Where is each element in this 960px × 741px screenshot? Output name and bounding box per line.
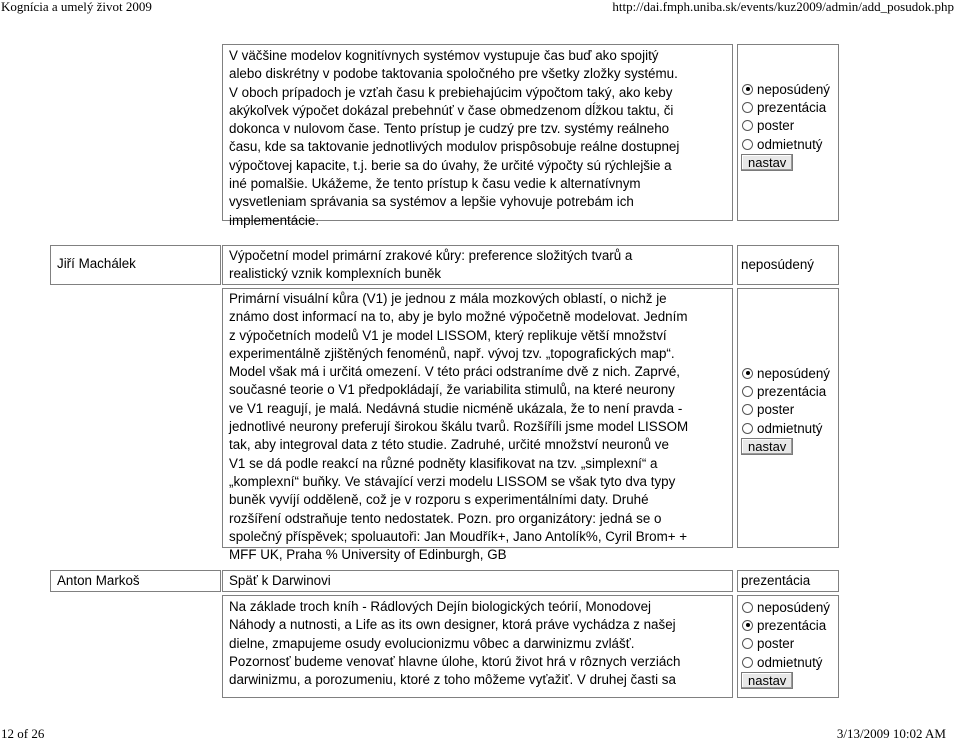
abstract-line: dokonca v nulovom čase. Tento prístup je cudzý pre tzv. systémy reálneho (229, 121, 670, 137)
abstract-text (229, 598, 680, 689)
radio-label: prezentácia (757, 383, 827, 399)
radio-button[interactable] (742, 602, 753, 613)
abstract-line: Model však má i určitá omezení. V této práci odstraníme dvě z nich. Zaprvé, (229, 364, 681, 380)
abstract-line: MFF UK, Praha % University of Edinburgh, GB (229, 547, 507, 563)
abstract-line: ve V1 reagují, je malá. Nedávná studie nicméně ukázala, že to není pravda - (229, 400, 683, 416)
abstract-line: tak, aby integroval data z této studie. Zadruhé, určité množství neuronů ve (229, 437, 669, 453)
review-radio-group (741, 598, 830, 690)
abstract-line: implementácie. (229, 212, 320, 228)
abstract-line: V väčšine modelov kognitívnych systémov vystupuje čas buď ako spojitý (229, 48, 659, 63)
review-radio-group (741, 364, 830, 456)
set-button[interactable]: nastav (741, 672, 793, 689)
radio-button[interactable] (742, 386, 753, 397)
abstract-line: Náhody a nutnosti, a Life as its own designer, ktorá práve vychádza z našej (229, 617, 676, 633)
radio-label: prezentácia (757, 617, 827, 633)
review-radio-group (741, 80, 830, 172)
radio-option-poster[interactable] (741, 117, 830, 135)
radio-button[interactable] (742, 139, 753, 150)
radio-button[interactable] (742, 638, 753, 649)
set-button[interactable]: nastav (741, 438, 793, 455)
radio-label: neposúdený (757, 365, 830, 381)
abstract-line: výpočtovej kapacite, t.j. berie sa do úvahy, že určité výpočty sú rýchlejšie a (229, 157, 672, 173)
radio-option-unreviewed[interactable] (741, 80, 830, 98)
abstract-line: iné pomalšie. Ukážeme, že tento prístup k času vedie k alternatívnym (229, 176, 641, 192)
page-header-url: http://dai.fmph.uniba.sk/events/kuz2009/admin/add_posudok.php (612, 0, 954, 14)
radio-button[interactable] (742, 404, 753, 415)
abstract-line: alebo diskrétny v podobe taktovania spoločného pre všetky zložky systému. (229, 66, 678, 82)
radio-option-poster[interactable] (741, 635, 830, 653)
page-number: 12 of 26 (1, 726, 45, 741)
radio-button[interactable] (742, 368, 753, 379)
abstract-line: Pozornosť budeme venovať hlavne úlohe, ktorú život hrá v rôznych verziách (229, 653, 681, 669)
print-timestamp: 3/13/2009 10:02 AM (836, 726, 946, 741)
abstract-line: Na základe troch kníh - Rádlových Dejín biologických teórií, Monodovej (229, 599, 652, 614)
abstract-line: V oboch prípadoch je vzťah času k prebiehajúcim výpočtom taký, ako keby (229, 84, 673, 100)
set-button[interactable]: nastav (741, 154, 793, 171)
abstract-line: „komplexní“ buňky. Ve stávající verzi modelu LISSOM se však tyto dva typy (229, 473, 676, 489)
title-line: Výpočetní model primární zrakové kůry: preference složitých tvarů a (229, 248, 633, 263)
abstract-line: experimentálně zjištěných fenoménů, např. vývoj tzv. „topografických map“. (229, 345, 675, 361)
radio-option-rejected[interactable] (741, 419, 830, 437)
author-name: Anton Markoš (57, 573, 140, 588)
status-text: neposúdený (741, 257, 814, 272)
abstract-line: rozšíření odstraňuje tento nedostatek. Pozn. pro organizátory: jedná se o (229, 510, 662, 526)
abstract-line: známo dost informací na to, aby je bylo možné výpočetně modelovat. Jedním (229, 309, 688, 325)
paper-title (229, 247, 632, 284)
abstract-line: dielne, zmapujeme osudy evolucionizmu vôbec a darwinizmu zvlášť. (229, 635, 635, 651)
abstract-text (229, 47, 679, 230)
abstract-line: buněk vyvíjí odděleně, což je v rozporu s experimentálními daty. Druhé (229, 492, 649, 508)
abstract-line: darwinizmu, a porozumeniu, ktoré z toho môžeme vyťažiť. V druhej časti sa (229, 672, 676, 688)
radio-label: neposúdený (757, 81, 830, 97)
radio-button[interactable] (742, 120, 753, 131)
radio-button[interactable] (742, 620, 753, 631)
radio-label: odmietnutý (757, 654, 823, 670)
status-text: prezentácia (741, 573, 811, 588)
abstract-line: akýkoľvek výpočet dokázal prebehnúť v čase obmedzenom dĺžkou taktu, či (229, 102, 674, 118)
radio-button[interactable] (742, 102, 753, 113)
radio-label: odmietnutý (757, 420, 823, 436)
radio-option-presentation[interactable] (741, 616, 830, 634)
radio-label: prezentácia (757, 99, 827, 115)
radio-option-unreviewed[interactable] (741, 598, 830, 616)
radio-label: neposúdený (757, 599, 830, 615)
page-header-title: Kognícia a umelý život 2009 (1, 0, 152, 14)
abstract-line: V1 se dá podle reakcí na různé podněty klasifikovat na tzv. „simplexní“ a (229, 455, 658, 471)
radio-option-rejected[interactable] (741, 135, 830, 153)
abstract-line: vysvetleniam správania sa systémov a lepšie vyhovuje potrebám ich (229, 194, 634, 210)
abstract-line: z výpočetních modelů V1 je model LISSOM, který replikuje větší množství (229, 327, 667, 343)
abstract-line: společný příspěvek; spoluautoři: Jan Moudřík+, Jano Antolík%, Cyril Brom+ + (229, 528, 688, 544)
radio-option-presentation[interactable] (741, 98, 830, 116)
author-name: Jiří Machálek (57, 256, 136, 271)
radio-option-poster[interactable] (741, 401, 830, 419)
radio-button[interactable] (742, 84, 753, 95)
radio-option-presentation[interactable] (741, 382, 830, 400)
paper-title: Späť k Darwinovi (229, 573, 331, 588)
abstract-line: současné teorie o V1 předpokládají, že variabilita stimulů, na které neurony (229, 382, 675, 398)
radio-option-rejected[interactable] (741, 653, 830, 671)
radio-button[interactable] (742, 423, 753, 434)
abstract-line: času, kde sa taktovanie jednotlivých modulov prispôsobuje reálne dostupnej (229, 139, 680, 155)
radio-option-unreviewed[interactable] (741, 364, 830, 382)
title-line: realistický vznik komplexních buněk (229, 266, 442, 282)
abstract-line: Primární visuální kůra (V1) je jednou z mála mozkových oblastí, o nichž je (229, 291, 667, 306)
radio-label: poster (757, 402, 795, 418)
radio-label: poster (757, 636, 795, 652)
radio-label: odmietnutý (757, 136, 823, 152)
radio-label: poster (757, 118, 795, 134)
abstract-text (229, 290, 688, 564)
abstract-line: jednotlivé neurony preferují širokou škálu tvarů. Rozšíříli jsme model LISSOM (229, 419, 689, 435)
radio-button[interactable] (742, 657, 753, 668)
